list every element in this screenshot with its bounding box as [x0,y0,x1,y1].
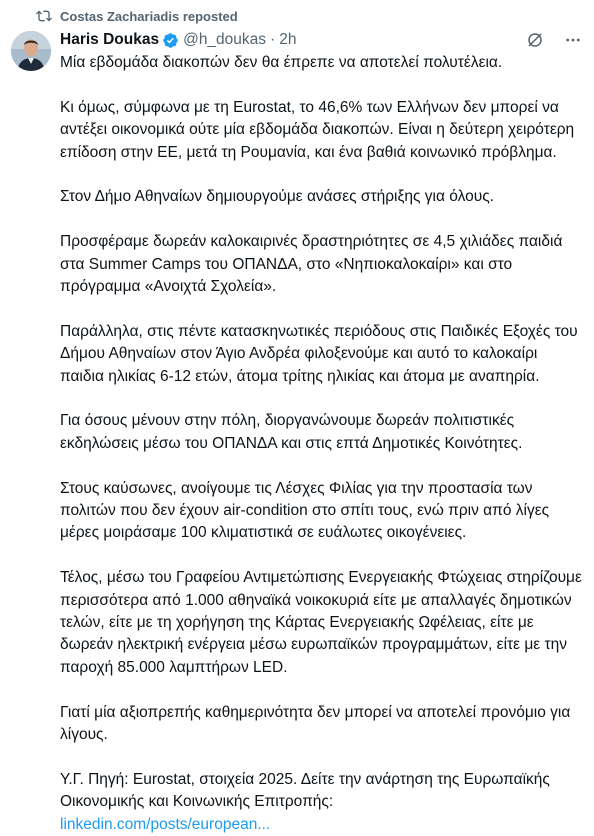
separator-dot: · [270,31,276,48]
repost-indicator[interactable] [36,8,238,24]
tweet-paragraph: Προσφέραμε δωρεάν καλοκαιρινές δραστηριότητες σε 4,5 χιλιάδες παιδιά στα Summer Camps του ΟΠΑΝΔΑ, στο «Νηπιοκαλοκαίρι» και στο πρόγραμμα «Ανοιχτά Σχολεία». [60,233,563,296]
more-icon[interactable] [564,31,582,49]
tweet-paragraph: Γιατί μία αξιοπρεπής καθημερινότητα δεν μπορεί να αποτελεί προνόμιο για λίγους. [60,703,571,744]
avatar-image [11,31,51,71]
tweet-paragraph [60,769,582,836]
tweet-header [60,29,582,51]
tweet-text [60,52,582,836]
tweet-paragraph: Στους καύσωνες, ανοίγουμε τις Λέσχες Φιλίας για την προστασία των πολιτών που δεν έχουν air-condition στο σπίτι τους, ενώ πριν από λίγες μέρες μοιράσαμε 100 κλιματιστικά σε ευάλωτες οικογένειες. [60,479,550,542]
tweet-paragraph: Τέλος, μέσω του Γραφείου Αντιμετώπισης Ενεργειακής Φτώχειας στηρίζουμε περισσότερα από 1.000 αθηναϊκά νοικοκυριά είτε με απαλλαγές δημοτικών τελών, είτε με τη χορήγηση της Κάρτας Ενεργειακής Ωφέλειας, είτε με δωρεάν ηλεκτρική ενέργεια μέσω ευρωπαϊκών προγραμμάτων, είτε με την παροχή 85.000 λαμπτήρων LED. [60,569,582,676]
repost-text: Costas Zachariadis reposted [60,8,238,24]
tweet-paragraph: Στον Δήμο Αθηναίων δημιουργούμε ανάσες στήριξης για όλους. [60,188,494,206]
author-handle[interactable]: @h_doukas [183,31,267,48]
avatar[interactable] [11,31,51,71]
tweet-paragraph: Μία εβδομάδα διακοπών δεν θα έπρεπε να αποτελεί πολυτέλεια. [60,54,503,71]
verified-badge-icon [162,32,179,49]
tweet-link[interactable]: linkedin.com/posts/european... [60,815,271,833]
ps-text: Υ.Γ. Πηγή: Eurostat, στοιχεία 2025. Δείτε την ανάρτηση της Ευρωπαϊκής Οικονομικής και Κοινωνικής Επιτροπής: [60,770,550,811]
tweet-paragraph: Κι όμως, σύμφωνα με τη Eurostat, το 46,6% των Ελλήνων δεν μπορεί να αντέξει οικονομικά ούτε μία εβδομάδα διακοπών. Είναι η δεύτερη χειρότερη επίδοση στην ΕΕ, μετά τη Ρουμανία, και ένα βαθιά κοινωνικό πρόβλημα. [60,98,575,161]
tweet-paragraph: Για όσους μένουν στην πόλη, διοργανώνουμε δωρεάν πολιτιστικές εκδηλώσεις μέσω του ΟΠΑΝΔΑ και στις επτά Δημοτικές Κοινότητες. [60,412,523,452]
tweet-paragraph: Παράλληλα, στις πέντε κατασκηνωτικές περιόδους στις Παιδικές Εξοχές του Δήμου Αθηναίων στον Άγιο Ανδρέα φιλοξενούμε και αυτό το καλοκαίρι παιδια ηλικίας 6-12 ετών, άτομα τρίτης ηλικίας και άτομα με αναπηρία. [60,322,578,385]
grok-icon[interactable] [526,31,544,49]
repost-icon [36,8,52,24]
timestamp[interactable]: 2h [279,31,297,48]
author-name[interactable]: Haris Doukas [60,31,160,48]
